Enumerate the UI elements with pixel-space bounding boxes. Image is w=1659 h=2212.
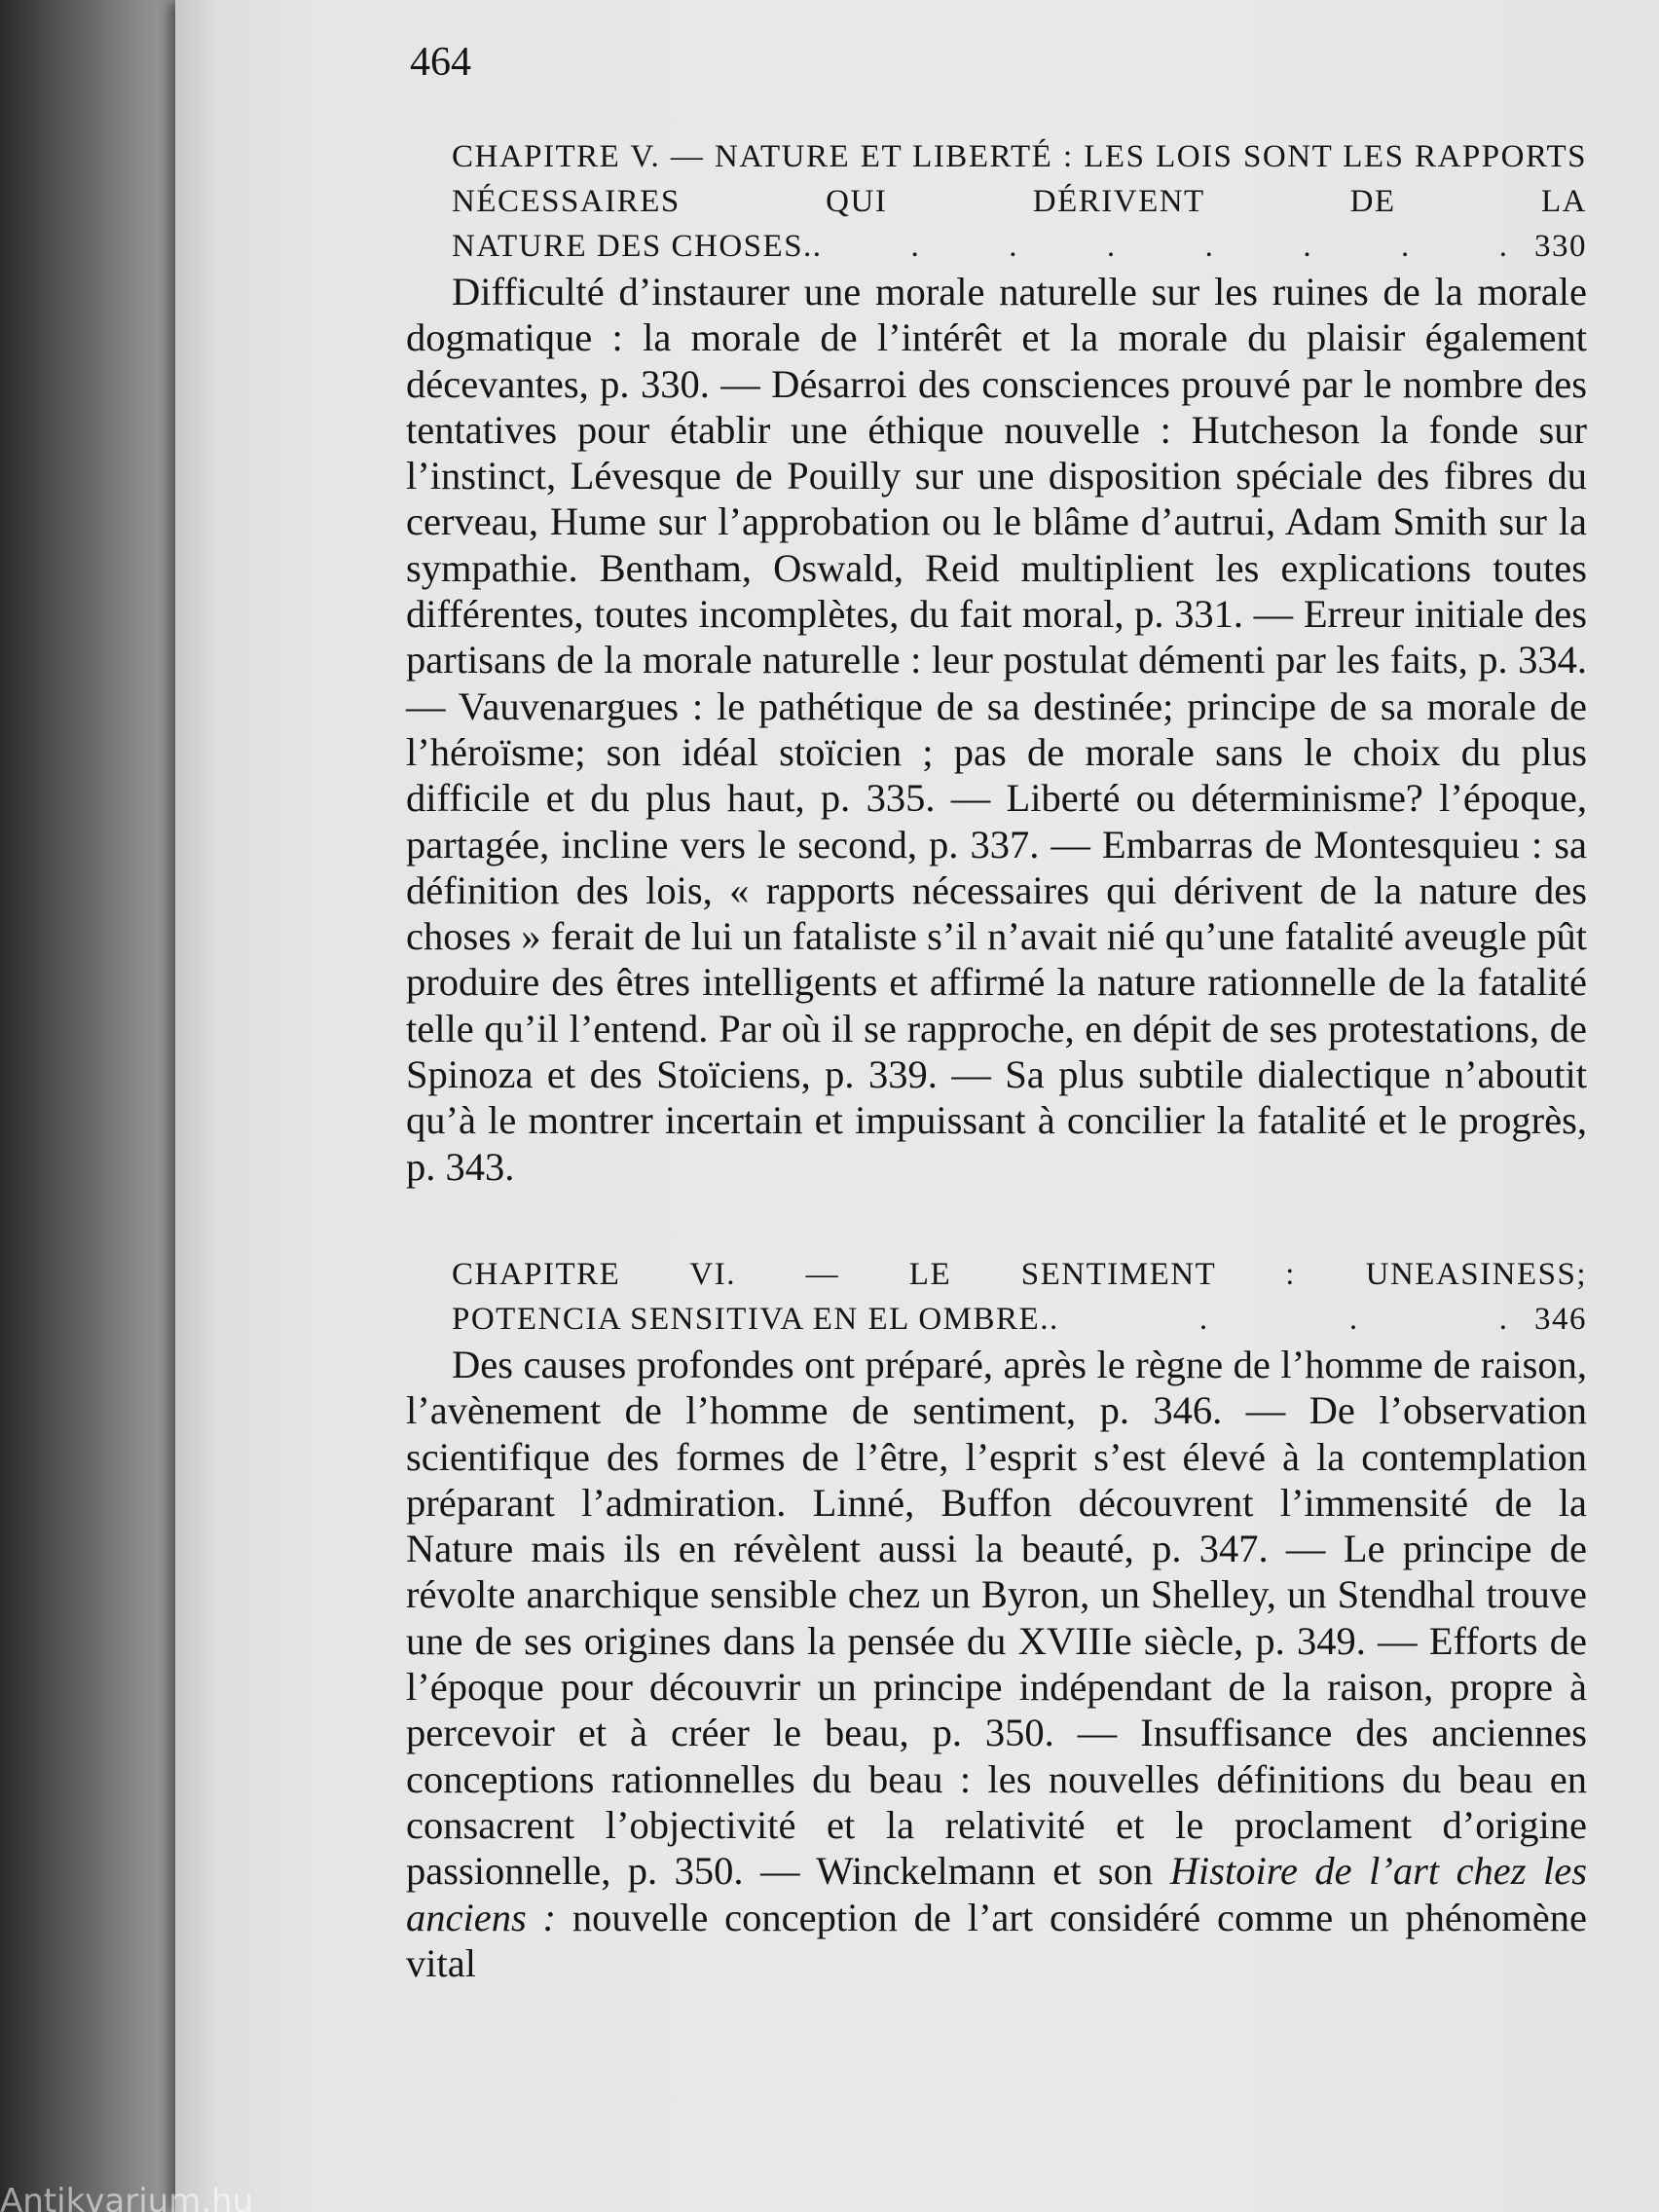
chapter-vi (406, 1252, 1587, 1986)
chapter-v (406, 134, 1587, 1190)
leader-dots: . . . . (1049, 1301, 1534, 1337)
chapter-v-heading: CHAPITRE V. — NATURE ET LIBERTÉ : LES LOIS SONT LES RAPPORTS NÉCESSAIRES QUI DÉRIVENT DE LA (452, 139, 1587, 219)
chapter-vi-heading: CHAPITRE VI. — LE SENTIMENT : UNEASINESS; (452, 1256, 1587, 1292)
chapter-vi-summary (406, 1342, 1587, 1986)
chapter-v-summary: Difficulté d’instaurer une morale naturelle sur les ruines de la morale dogmatique : la morale de l’intérêt et la morale du plaisir également décevantes, p. 330. — Désarroi des consciences prouvé par le nombre des tentatives pour établir une éthique nouvelle : Hutcheson la fonde sur l’instinct, Lévesque de Pouilly sur une disposition spéciale des fibres du cerveau, Hume sur l’approbation ou le blâme d’autrui, Adam Smith sur la sympathie. Bentham, Oswald, Reid multiplient les explications toutes différentes, toutes incomplètes, du fait moral, p. 331. — Erreur initiale des partisans de la morale naturelle : leur postulat démenti par les faits, p. 334. — Vauvenargues : le pathétique de sa destinée; principe de sa morale de l’héroïsme; son idéal stoïcien ; pas de morale sans le choix du plus difficile et du plus haut, p. 335. — Liberté ou déterminisme? l’époque, partagée, incline vers le second, p. 337. — Embarras de Montesquieu : sa définition des lois, « rapports nécessaires qui dérivent de la nature des choses » ferait de lui un fataliste s’il n’avait nié qu’une fatalité aveugle pût produire des êtres intelligents et affirmé la nature rationnelle de la fatalité telle qu’il l’entend. Par où il se rapproche, en dépit de ses protestations, de Spinoza et des Stoïciens, p. 339. — Sa plus subtile dialectique n’aboutit qu’à le montrer incertain et impuissant à concilier la fatalité et le progrès, p. 343. (406, 270, 1587, 1189)
chapter-v-heading-end: NATURE DES CHOSES. (452, 229, 813, 264)
leader-dots: . . . . . . . . (812, 229, 1534, 264)
page-number: 464 (410, 40, 471, 85)
chapter-v-page-ref: 330 (1534, 229, 1587, 264)
chapter-vi-summary-title: Histoire de l’art chez les anciens : (406, 1849, 1587, 1939)
chapter-vi-summary-text: Des causes profondes ont préparé, après le règne de l’homme de raison, l’avènement de l’homme de sentiment, p. 346. — De l’observation scientifique des formes de l’être, l’esprit s’est élevé à la contemplation préparant l’admiration. Linné, Buffon découvrent l’immensité de la Nature mais ils en révèlent aussi la beauté, p. 347. — Le principe de révolte anarchique sensible chez un Byron, un Shelley, un Stendhal trouve une de ses origines dans la pensée du XVIIIe siècle, p. 349. — Efforts de l’époque pour découvrir un principe indépendant de la raison, propre à percevoir et à créer le beau, p. 350. — Insuffisance des anciennes conceptions rationnelles du beau : les nouvelles définitions du beau en consacrent l’objectivité et la relativité et le proclament d’origine passionnelle, p. 350. — Winckelmann et son (406, 1342, 1587, 1894)
chapter-vi-summary-text-end: nouvelle conception de l’art considéré comme un phénomène vital (406, 1895, 1588, 1985)
chapter-vi-heading-end: POTENCIA SENSITIVA EN EL OMBRE. (452, 1301, 1050, 1337)
wooden-surface (0, 0, 195, 2212)
chapter-vi-heading-last-line (406, 1297, 1587, 1342)
watermark: Antikvarium.hu (0, 2185, 254, 2212)
page-content (406, 39, 1587, 1986)
chapter-v-heading-last-line (406, 224, 1587, 269)
chapter-vi-page-ref: 346 (1534, 1301, 1587, 1337)
